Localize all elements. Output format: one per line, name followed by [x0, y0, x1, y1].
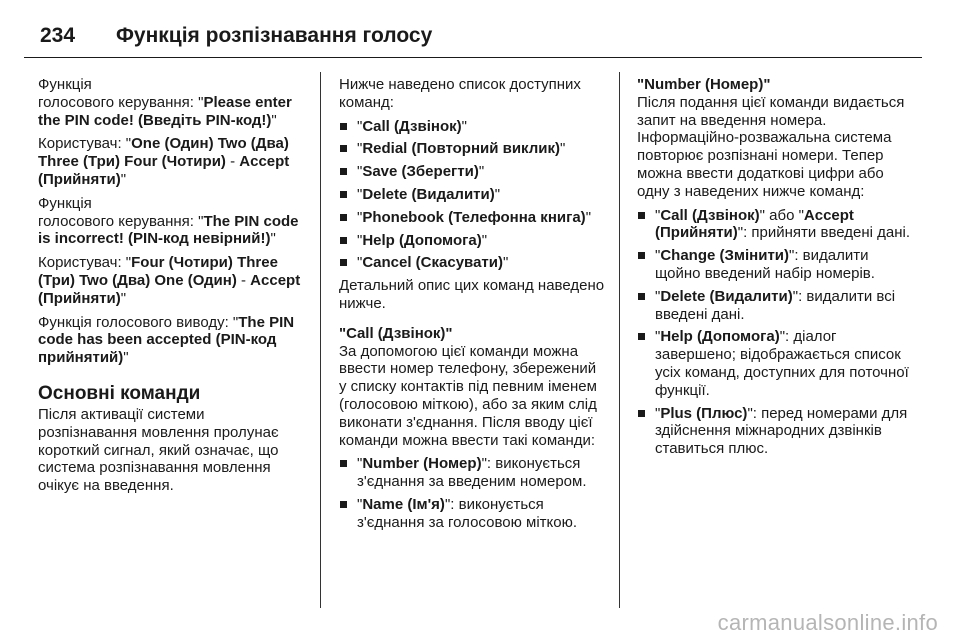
call-description: За допомогою цієї команди можна ввести номер телефону, збережений у списку контактів під певним іменем (голосовою міткою), або за яким слід виконати з'єднання. Після вводу цієї команди можна ввести такі команди:: [339, 342, 597, 449]
bullet-icon: [638, 252, 645, 259]
bullet-icon: [340, 123, 347, 130]
bullet-icon: [340, 460, 347, 467]
bullet-icon: [340, 237, 347, 244]
list-item: "Help (Допомога)": діалог завершено; відображається список усіх команд, доступних для поточної функції.: [637, 328, 913, 399]
list-item: "Name (Ім'я)": виконується з'єднання за голосовою міткою.: [339, 496, 607, 532]
column-1: [38, 76, 306, 501]
commands-detail-note: Детальний опис цих команд наведено нижче.: [339, 277, 605, 312]
bullet-icon: [340, 191, 347, 198]
list-item: "Plus (Плюс)": перед номерами для здійснення міжнародних дзвінків ставиться плюс.: [637, 405, 913, 458]
list-item: "Call (Дзвінок)": [339, 118, 607, 136]
commands-list: [339, 118, 607, 273]
column-divider-2: [619, 72, 620, 608]
page-header: [40, 14, 432, 58]
number-subcommands: [637, 207, 913, 458]
bullet-icon: [340, 145, 347, 152]
column-3: [637, 76, 913, 463]
bullet-icon: [638, 333, 645, 340]
number-description: Після подання цієї команди видається запит на введення номера. Інформаційно-розважальна система повторює розпізнані номери. Тепер можна ввести додаткові цифри або одну з наведених нижче команд:: [637, 93, 905, 200]
list-item: "Delete (Видалити)": [339, 186, 607, 204]
dialog-system-1: Функція голосового керування: "Please enter the PIN code! (Введіть PIN-код!)": [38, 76, 292, 129]
number-heading: "Number (Номер)": [637, 76, 771, 93]
section-paragraph: Після активації системи розпізнавання мовлення пролунає короткий сигнал, який означає, що система розпізнавання мовлення очікує на введення.: [38, 405, 279, 495]
bullet-icon: [638, 293, 645, 300]
bullet-icon: [340, 214, 347, 221]
list-item: "Help (Допомога)": [339, 232, 607, 250]
bullet-icon: [340, 168, 347, 175]
list-item: "Redial (Повторний виклик)": [339, 140, 607, 158]
list-item: "Number (Номер)": виконується з'єднання за введеним номером.: [339, 455, 607, 491]
list-item: "Call (Дзвінок)" або "Accept (Прийняти)": прийняти введені дані.: [637, 207, 913, 243]
bullet-icon: [638, 212, 645, 219]
column-divider-1: [320, 72, 321, 608]
bullet-icon: [340, 501, 347, 508]
section-heading: Основні команди: [38, 382, 201, 404]
bullet-icon: [638, 410, 645, 417]
page-number: 234: [40, 24, 76, 47]
list-item: "Save (Зберегти)": [339, 163, 607, 181]
list-item: "Phonebook (Телефонна книга)": [339, 209, 607, 227]
dialog-system-3: Функція голосового виводу: "The PIN code has been accepted (PIN-код прийнятий)": [38, 313, 295, 367]
commands-intro: Нижче наведено список доступних команд:: [339, 76, 581, 111]
dialog-user-2: Користувач: "Four (Чотири) Three (Три) Two (Два) One (Один) - Accept (Прийняти)": [38, 254, 301, 307]
dialog-system-2: Функція голосового керування: "The PIN code is incorrect! (PIN-код невірний!)": [38, 194, 299, 248]
call-heading: "Call (Дзвінок)": [339, 324, 453, 342]
list-item: "Cancel (Скасувати)": [339, 254, 607, 272]
call-subcommands: [339, 455, 607, 531]
watermark: carmanualsonline.info: [717, 610, 938, 635]
dialog-user-1: Користувач: "One (Один) Two (Два) Three (Три) Four (Чотири) - Accept (Прийняти)": [38, 135, 290, 188]
list-item: "Change (Змінити)": видалити щойно введений набір номерів.: [637, 247, 913, 283]
header-divider: [24, 57, 922, 58]
column-2: [339, 76, 607, 537]
list-item: "Delete (Видалити)": видалити всі введені дані.: [637, 288, 913, 324]
page-title: Функція розпізнавання голосу: [116, 24, 433, 47]
bullet-icon: [340, 259, 347, 266]
